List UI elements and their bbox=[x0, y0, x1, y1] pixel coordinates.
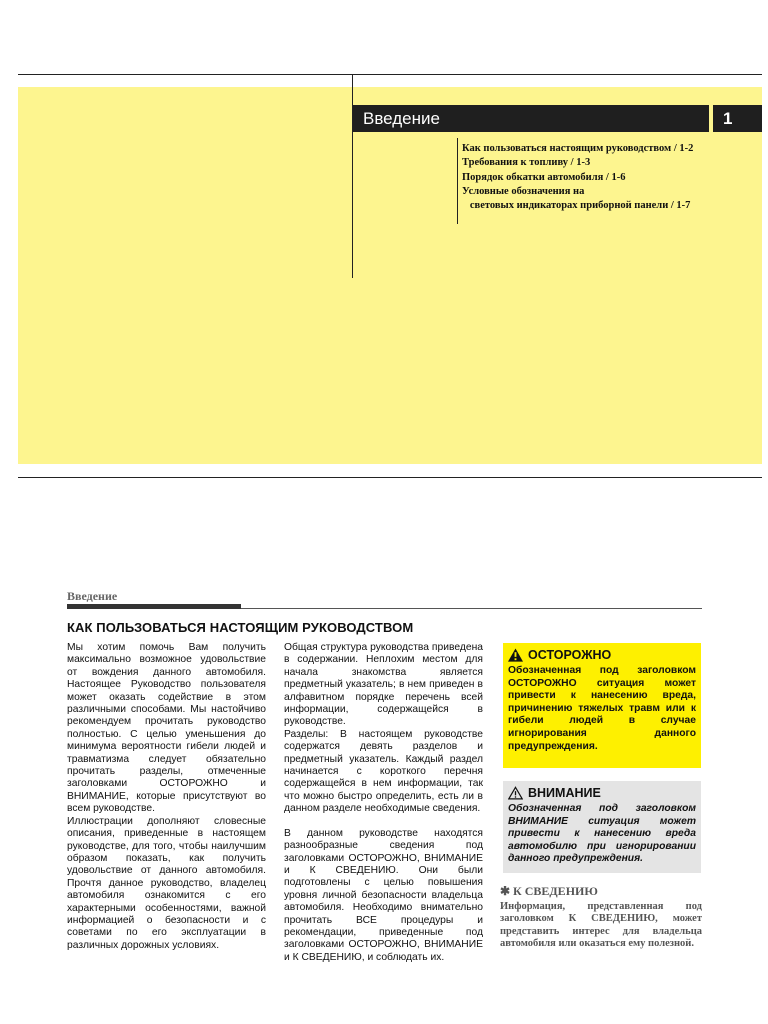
note-title: ✱ К СВЕДЕНИЮ bbox=[500, 884, 598, 898]
chapter-title: Введение bbox=[353, 105, 709, 132]
section-thin-rule bbox=[241, 608, 702, 609]
toc-item[interactable]: Как пользоваться настоящим руководством / 1-2 bbox=[462, 143, 694, 154]
toc-item[interactable]: световых индикаторах приборной панели / 1-7 bbox=[462, 200, 691, 212]
toc-item[interactable]: Требования к топливу / 1-3 bbox=[462, 157, 591, 169]
text-column-2 bbox=[284, 642, 483, 964]
paragraph: Иллюстрации дополняют словесные описания, приведенные в настоящем руководстве, для того, чтобы наилучшим образом показать, как получить удовольствие от данного автомобиля. Прочтя данное руководство, владелец автомобиля ознакомится с его характерными особенностями, важной информацией о безопасности и с советами по его эксплуатации в различных дорожных условиях. bbox=[67, 815, 266, 951]
page-heading: КАК ПОЛЬЗОВАТЬСЯ НАСТОЯЩИМ РУКОВОДСТВОМ bbox=[67, 620, 414, 635]
note-text: Информация, представленная под заголовком К СВЕДЕНИЮ, может представить интерес для владельца автомобиля или оказаться ему полезной. bbox=[500, 901, 702, 950]
caution-box bbox=[503, 781, 701, 873]
paragraph: Общая структура руководства приведена в содержании. Неплохим местом для начала знакомства является предметный указатель; в нем приведен в алфавитном порядке перечень всей информации, содержащейся в руководстве. bbox=[284, 642, 483, 728]
warning-title: ОСТОРОЖНО bbox=[528, 648, 612, 662]
section-thick-rule bbox=[67, 604, 241, 609]
warning-box bbox=[503, 643, 701, 768]
text-column-1 bbox=[67, 642, 266, 952]
caution-text: Обозначенная под заголовком ВНИМАНИЕ ситуация может привести к нанесению вреда автомобилю при игнорировании данного предупреждения. bbox=[508, 803, 696, 865]
note-block bbox=[500, 884, 702, 951]
toc-divider bbox=[457, 138, 458, 224]
chapter-number: 1 bbox=[713, 105, 762, 132]
paragraph: Мы хотим помочь Вам получить максимально возможное удовольствие от вождения данного автомобиля. Настоящее Руководство пользователя может оказать содействие в этом различными способами. Мы настойчиво рекомендуем прочитать руководство полностью. С целью уменьшения до минимума вероятности гибели людей и травматизма следует обязательно прочитать разделы, отмеченные заголовками ОСТОРОЖНО и ВНИМАНИЕ, которые присутствуют во всем руководстве. bbox=[67, 642, 266, 815]
warning-triangle-icon bbox=[508, 648, 523, 662]
caution-title: ВНИМАНИЕ bbox=[528, 786, 601, 800]
paragraph: Разделы: В настоящем руководстве содержатся девять разделов и предметный указатель. Каждый раздел начинается с короткого перечня содержащейся в нем информации, так что можно быстро определить, есть ли в данном разделе необходимые сведения. bbox=[284, 728, 483, 815]
caution-triangle-icon bbox=[508, 786, 523, 800]
chapter-toc bbox=[462, 142, 762, 213]
paragraph: В данном руководстве находятся разнообразные сведения под заголовками ОСТОРОЖНО, ВНИМАНИЕ и К СВЕДЕНИЮ. Они были подготовлены с целью повышения уровня личной безопасности владельца автомобиля. Необходимо внимательно прочитать ВСЕ процедуры и рекомендации, приведенные под заголовками ОСТОРОЖНО, ВНИМАНИЕ и К СВЕДЕНИЮ, и соблюдать их. bbox=[284, 827, 483, 963]
toc-item[interactable]: Порядок обкатки автомобиля / 1-6 bbox=[462, 171, 626, 183]
warning-text: Обозначенная под заголовком ОСТОРОЖНО ситуация может привести к нанесению вреда, причинению тяжелых травм или к гибели людей в случае игнорирования данного предупреждения. bbox=[508, 665, 696, 752]
section-label: Введение bbox=[67, 589, 118, 603]
toc-item[interactable]: Условные обозначения на bbox=[462, 185, 585, 197]
cover-bottom-rule bbox=[18, 477, 762, 478]
top-rule bbox=[18, 74, 762, 75]
